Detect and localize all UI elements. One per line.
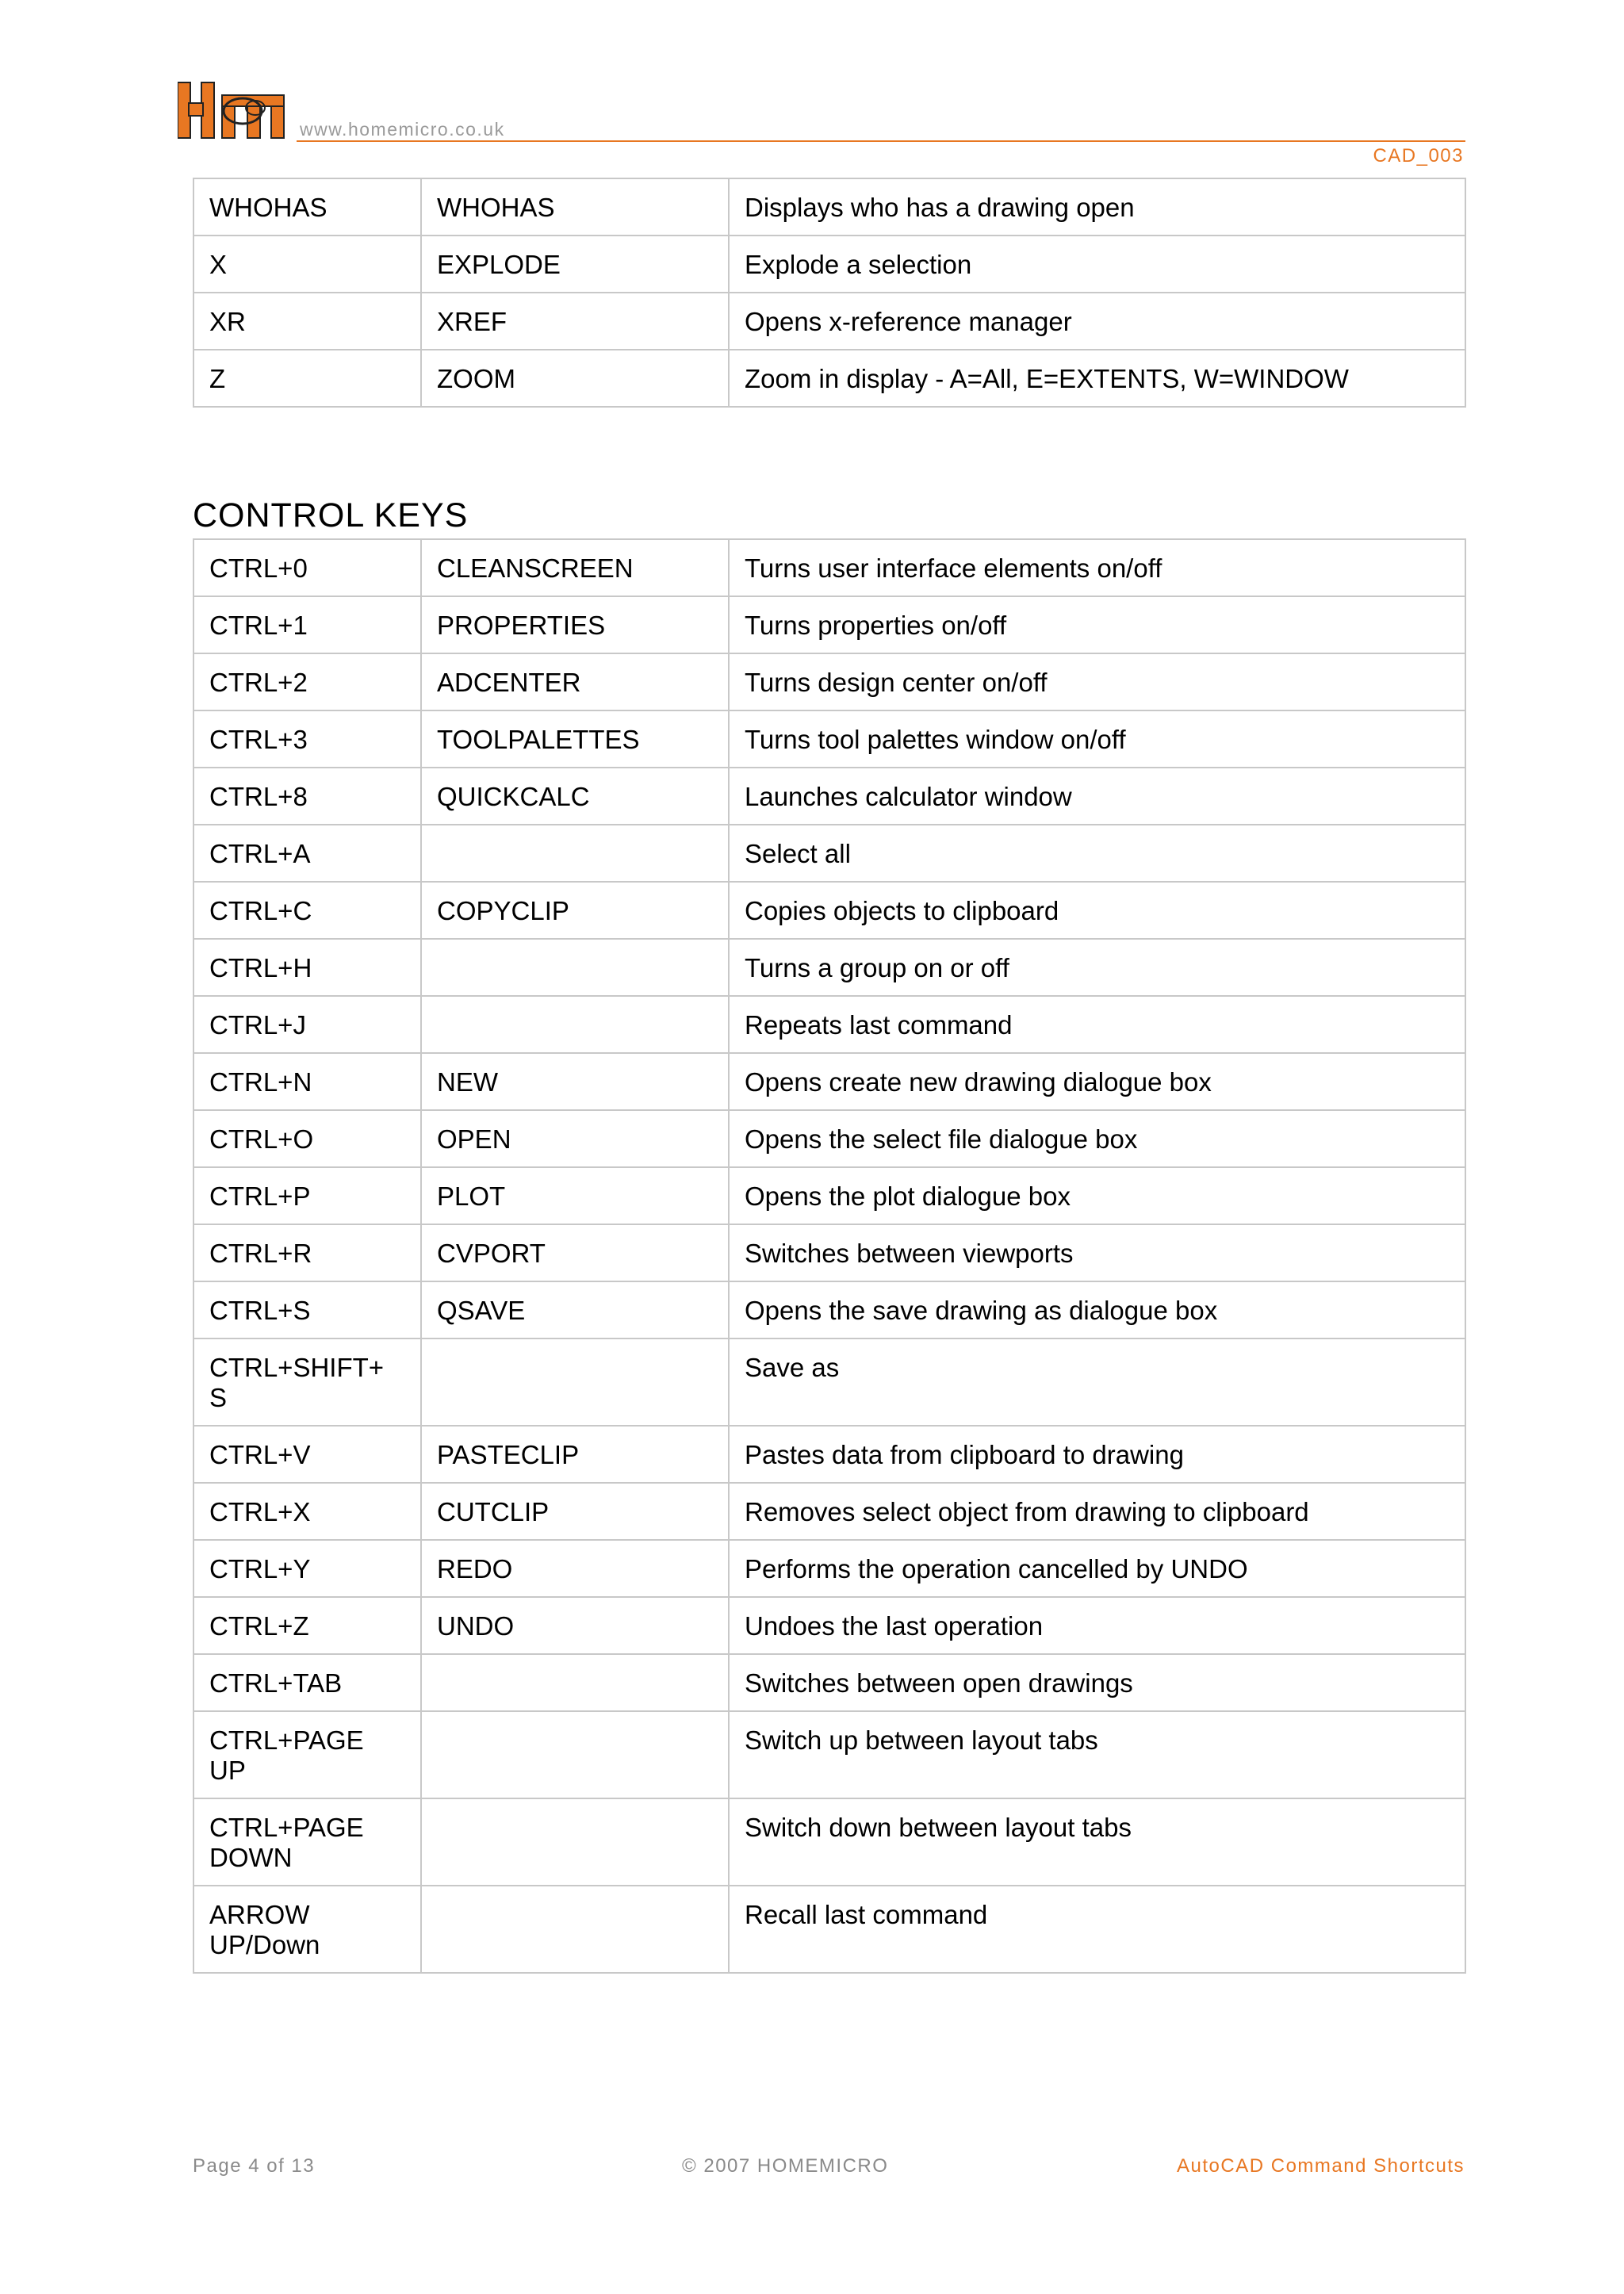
description-cell: Opens the select file dialogue box [729,1110,1465,1167]
description-cell: Opens the plot dialogue box [729,1167,1465,1224]
table-row [193,1886,1465,1973]
command-cell: CUTCLIP [421,1483,729,1540]
description-cell: Launches calculator window [729,768,1465,825]
control-keys-table [193,538,1466,1974]
description-cell: Turns properties on/off [729,596,1465,653]
command-cell [421,1798,729,1886]
table-row [193,1540,1465,1597]
table-row [193,710,1465,768]
shortcut-key-cell: CTRL+V [193,1426,421,1483]
command-cell: CLEANSCREEN [421,539,729,596]
description-cell: Switches between open drawings [729,1654,1465,1711]
table-row [193,939,1465,996]
description-cell: Save as [729,1338,1465,1426]
table-row [193,539,1465,596]
description-cell: Turns a group on or off [729,939,1465,996]
table-row [193,1053,1465,1110]
shortcut-key-cell: CTRL+O [193,1110,421,1167]
footer-page-number: Page 4 of 13 [193,2155,316,2177]
command-cell: PASTECLIP [421,1426,729,1483]
shortcut-key-cell: CTRL+S [193,1281,421,1338]
description-cell: Switch down between layout tabs [729,1798,1465,1886]
shortcut-key-cell: WHOHAS [193,178,421,236]
table-row [193,350,1465,407]
table-row [193,653,1465,710]
command-cell: NEW [421,1053,729,1110]
shortcut-key-cell: CTRL+H [193,939,421,996]
command-cell [421,1886,729,1973]
document-code: CAD_003 [1373,145,1464,167]
shortcut-key-cell: CTRL+2 [193,653,421,710]
table-row [193,236,1465,293]
homemicro-logo [178,79,285,143]
command-cell [421,1338,729,1426]
shortcut-key-cell: XR [193,293,421,350]
table-row [193,1224,1465,1281]
description-cell: Explode a selection [729,236,1465,293]
table-row [193,1167,1465,1224]
table-row [193,293,1465,350]
command-cell: EXPLODE [421,236,729,293]
description-cell: Opens create new drawing dialogue box [729,1053,1465,1110]
table-row [193,1110,1465,1167]
shortcut-key-cell: X [193,236,421,293]
command-cell: ADCENTER [421,653,729,710]
command-cell: WHOHAS [421,178,729,236]
description-cell: Opens x-reference manager [729,293,1465,350]
command-cell: PROPERTIES [421,596,729,653]
command-cell [421,939,729,996]
shortcut-key-cell: CTRL+X [193,1483,421,1540]
shortcut-key-cell: CTRL+3 [193,710,421,768]
site-url[interactable]: www.homemicro.co.uk [300,119,505,140]
description-cell: Zoom in display - A=All, E=EXTENTS, W=WINDOW [729,350,1465,407]
shortcut-key-cell: CTRL+Y [193,1540,421,1597]
command-cell: REDO [421,1540,729,1597]
shortcut-key-cell: CTRL+SHIFT+ S [193,1338,421,1426]
command-cell: XREF [421,293,729,350]
command-cell [421,996,729,1053]
shortcut-key-cell: CTRL+1 [193,596,421,653]
shortcut-key-cell: CTRL+Z [193,1597,421,1654]
description-cell: Copies objects to clipboard [729,882,1465,939]
command-cell [421,1654,729,1711]
shortcut-key-cell: CTRL+R [193,1224,421,1281]
table-row [193,178,1465,236]
table-row [193,596,1465,653]
shortcut-key-cell: ARROW UP/Down [193,1886,421,1973]
description-cell: Recall last command [729,1886,1465,1973]
command-cell: COPYCLIP [421,882,729,939]
shortcut-key-cell: CTRL+N [193,1053,421,1110]
table-row [193,1597,1465,1654]
description-cell: Undoes the last operation [729,1597,1465,1654]
table-row [193,1281,1465,1338]
table-row [193,768,1465,825]
shortcut-key-cell: CTRL+PAGE UP [193,1711,421,1798]
table-row [193,1483,1465,1540]
description-cell: Switches between viewports [729,1224,1465,1281]
description-cell: Performs the operation cancelled by UNDO [729,1540,1465,1597]
table-row [193,1654,1465,1711]
command-cell: UNDO [421,1597,729,1654]
description-cell: Repeats last command [729,996,1465,1053]
shortcut-key-cell: CTRL+P [193,1167,421,1224]
table-row [193,1426,1465,1483]
table-row [193,996,1465,1053]
command-cell: QUICKCALC [421,768,729,825]
description-cell: Pastes data from clipboard to drawing [729,1426,1465,1483]
command-cell [421,825,729,882]
shortcut-key-cell: CTRL+8 [193,768,421,825]
shortcut-key-cell: CTRL+PAGE DOWN [193,1798,421,1886]
table-row [193,882,1465,939]
table-row [193,1338,1465,1426]
description-cell: Displays who has a drawing open [729,178,1465,236]
shortcut-key-cell: CTRL+A [193,825,421,882]
command-cell [421,1711,729,1798]
table-row [193,1798,1465,1886]
header-divider [297,140,1465,142]
table-row [193,1711,1465,1798]
description-cell: Switch up between layout tabs [729,1711,1465,1798]
shortcut-key-cell: CTRL+0 [193,539,421,596]
description-cell: Turns tool palettes window on/off [729,710,1465,768]
shortcut-key-cell: Z [193,350,421,407]
command-cell: PLOT [421,1167,729,1224]
section-title-control-keys: CONTROL KEYS [193,496,469,534]
command-cell: CVPORT [421,1224,729,1281]
commands-table-continued [193,178,1466,408]
description-cell: Turns user interface elements on/off [729,539,1465,596]
command-cell: OPEN [421,1110,729,1167]
table-row [193,825,1465,882]
footer-copyright: © 2007 HOMEMICRO [682,2155,889,2177]
description-cell: Turns design center on/off [729,653,1465,710]
description-cell: Opens the save drawing as dialogue box [729,1281,1465,1338]
description-cell: Select all [729,825,1465,882]
description-cell: Removes select object from drawing to clipboard [729,1483,1465,1540]
command-cell: QSAVE [421,1281,729,1338]
command-cell: ZOOM [421,350,729,407]
command-cell: TOOLPALETTES [421,710,729,768]
shortcut-key-cell: CTRL+J [193,996,421,1053]
footer-document-title: AutoCAD Command Shortcuts [1177,2155,1465,2177]
shortcut-key-cell: CTRL+TAB [193,1654,421,1711]
shortcut-key-cell: CTRL+C [193,882,421,939]
